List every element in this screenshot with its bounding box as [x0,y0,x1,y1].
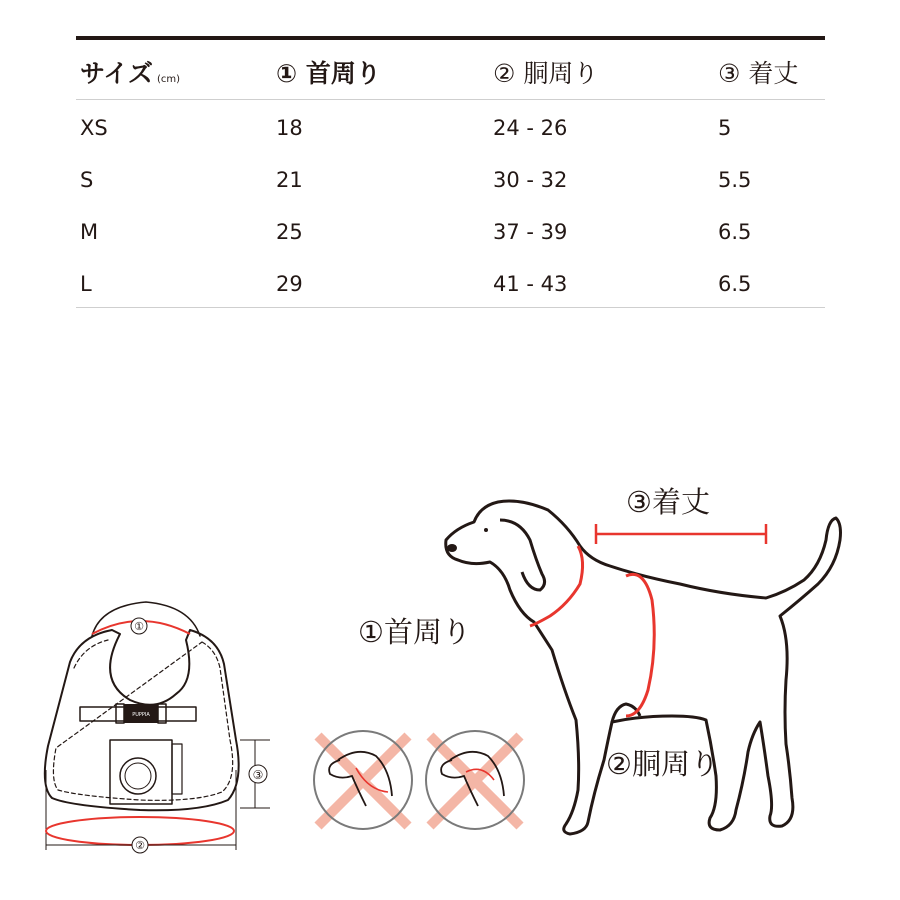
dog-chest-label: ②胴周り [606,747,719,781]
header-chest: ② 胴周り [493,59,599,88]
wrong-measure-2 [426,731,524,829]
dog-neck-label: ①首周り [358,615,471,649]
wrong-measure-1 [314,731,412,829]
dog-neck-measure [530,546,583,626]
cell-chest: 24 - 26 [493,116,568,140]
dog-length-label: ③着丈 [626,485,710,519]
cell-neck: 25 [276,220,303,244]
cell-length: 5 [718,116,732,140]
harness-chest-marker: ② [135,839,145,852]
cell-size: XS [80,116,108,140]
cell-neck: 18 [276,116,303,140]
cell-neck: 29 [276,272,303,296]
cell-length: 5.5 [718,168,752,192]
cell-length: 6.5 [718,272,752,296]
harness-neck-marker: ① [134,620,144,633]
brand-tag-text: PUPPIA [132,712,150,718]
cell-length: 6.5 [718,220,752,244]
header-neck: ① 首周り [276,59,381,88]
dog-nose [447,544,457,552]
cell-size: S [80,168,94,192]
header-length: ③ 着丈 [718,59,799,88]
header-size: サイズ (cm) [80,59,181,88]
dog-eye [484,528,488,532]
cell-chest: 41 - 43 [493,272,568,296]
cell-size: M [80,220,99,244]
cell-chest: 30 - 32 [493,168,568,192]
harness-length-marker: ③ [252,768,264,782]
dog-chest-measure [626,574,654,716]
cell-chest: 37 - 39 [493,220,568,244]
cell-size: L [80,272,92,296]
cell-neck: 21 [276,168,303,192]
dog-illustration [446,501,841,834]
